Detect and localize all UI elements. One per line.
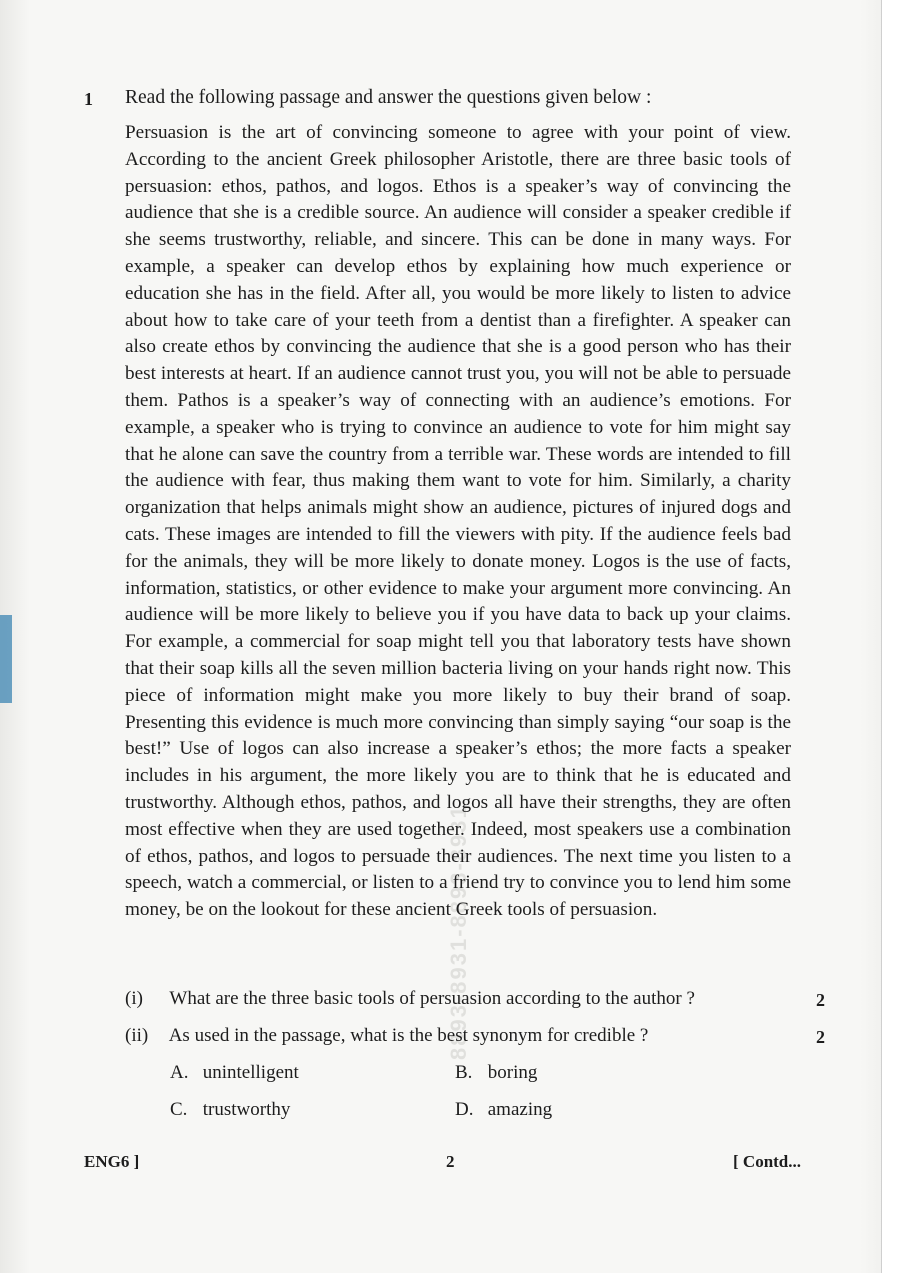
sub-question-1: [125, 988, 695, 1010]
sub-question-text: As used in the passage, what is the best synonym for credible ?: [168, 1025, 649, 1046]
paper-code: ENG6 ]: [84, 1152, 140, 1171]
marks-value: 2: [816, 990, 825, 1010]
question-number: 1: [84, 89, 93, 109]
option-text: boring: [487, 1062, 538, 1083]
question-instruction: Read the following passage and answer the questions given below :: [125, 87, 652, 108]
sub-question-label: (ii): [125, 1025, 149, 1046]
sub-question-2: [125, 1025, 648, 1047]
option-b: [455, 1062, 537, 1084]
marks-value: 2: [816, 1027, 825, 1047]
watermark-number: 8893-8931-8893-8931: [446, 804, 471, 1060]
sub-question-label: (i): [125, 988, 143, 1009]
option-text: unintelligent: [202, 1062, 299, 1083]
page-number: 2: [446, 1152, 455, 1171]
page-edge: [881, 0, 900, 1273]
option-letter: B.: [455, 1062, 473, 1083]
sub-question-text: What are the three basic tools of persuasion according to the author ?: [169, 988, 695, 1009]
option-letter: C.: [170, 1099, 188, 1120]
option-a: [170, 1062, 299, 1084]
option-letter: D.: [455, 1099, 474, 1120]
scan-edge-mark: [0, 615, 12, 703]
option-c: [170, 1099, 290, 1121]
continued-label: [ Contd...: [733, 1152, 802, 1171]
option-text: amazing: [487, 1099, 553, 1120]
option-letter: A.: [170, 1062, 189, 1083]
option-d: [455, 1099, 552, 1121]
reading-passage: Persuasion is the art of convincing someone to agree with your point of view. According to the ancient Greek philosopher Aristotle, there are three basic tools of persuasion: ethos, pathos, and logos. Ethos is a speaker’s way of convincing the audience that she is a credible source. An audience will consider a speaker credible if she seems trustworthy, reliable, and sincere. This can be done in many ways. For example, a speaker can develop ethos by explaining how much experience or education she has in the field. After all, you would be more likely to listen to advice about how to take care of your teeth from a dentist than a firefighter. A speaker can also create ethos by convincing the audience that she is a good person who has their best interests at heart. If an audience cannot trust you, you will not be able to persuade them. Pathos is a speaker’s way of connecting with an audience’s emotions. For example, a speaker who is trying to convince an audience to vote for him might say that he alone can save the country from a terrible war. These words are intended to fill the audience with fear, thus making them want to vote for him. Similarly, a charity organization that helps animals might show an audience, pictures of injured dogs and cats. These images are intended to fill the viewers with pity. If the audience feels bad for the animals, they will be more likely to donate money. Logos is the use of facts, information, statistics, or other evidence to make your argument more convincing. An audience will be more likely to believe you if you have data to back up your claims. For example, a commercial for soap might tell you that laboratory tests have shown that their soap kills all the seven million bacteria living on your hands right now. This piece of information might make you more likely to buy their brand of soap. Presenting this evidence is much more convincing than simply saying “our soap is the best!” Use of logos can also increase a speaker’s ethos; the more facts a speaker includes in his argument, the more likely you are to think that he is educated and trustworthy. Although ethos, pathos, and logos all have their strengths, they are often most effective when they are used together. Indeed, most speakers use a combination of ethos, pathos, and logos to persuade their audiences. The next time you listen to a speech, watch a commercial, or listen to a friend try to convince you to lend him some money, be on the lookout for these ancient Greek tools of persuasion.: [125, 122, 791, 921]
option-text: trustworthy: [202, 1099, 291, 1120]
